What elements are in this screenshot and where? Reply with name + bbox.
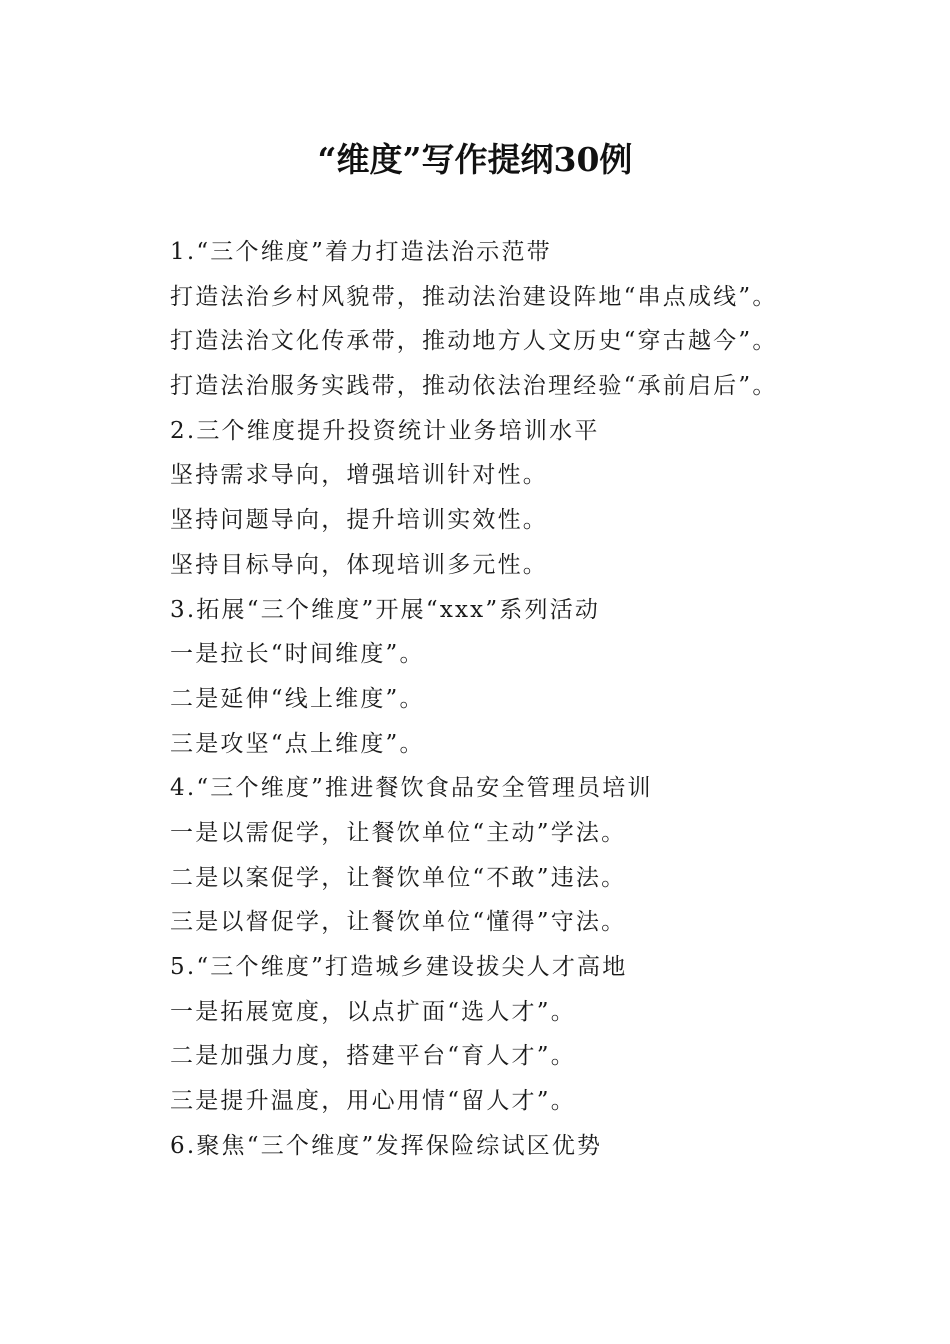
text-line: 打造法治文化传承带，推动地方人文历史“穿古越今”。 bbox=[170, 328, 778, 355]
text-line: 打造法治乡村风貌带，推动法治建设阵地“串点成线”。 bbox=[170, 283, 778, 310]
text-line: 三是攻坚“点上维度”。 bbox=[170, 730, 425, 757]
text-line: 一是拓展宽度，以点扩面“选人才”。 bbox=[170, 998, 576, 1025]
text-line: 5.“三个维度”打造城乡建设拔尖人才高地 bbox=[170, 954, 628, 980]
text-line: 打造法治服务实践带，推动依法治理经验“承前启后”。 bbox=[170, 373, 778, 400]
text-line: 1.“三个维度”着力打造法治示范带 bbox=[170, 239, 552, 265]
text-line: 二是加强力度，搭建平台“育人才”。 bbox=[170, 1043, 576, 1070]
text-line: 一是以需促学，让餐饮单位“主动”学法。 bbox=[170, 819, 627, 846]
text-line: 2.三个维度提升投资统计业务培训水平 bbox=[170, 417, 600, 444]
text-line: 坚持目标导向，体现培训多元性。 bbox=[170, 551, 548, 578]
text-line: 二是以案促学，让餐饮单位“不敢”违法。 bbox=[170, 864, 627, 891]
text-line: 4.“三个维度”推进餐饮食品安全管理员培训 bbox=[170, 775, 653, 802]
page-title: “维度”写作提纲30例 bbox=[317, 140, 633, 179]
text-line: 坚持问题导向，提升培训实效性。 bbox=[170, 507, 548, 534]
text-line: 三是以督促学，让餐饮单位“懂得”守法。 bbox=[170, 909, 627, 936]
text-line: 6.聚焦“三个维度”发挥保险综试区优势 bbox=[170, 1132, 603, 1159]
document-body bbox=[170, 230, 930, 1168]
text-line: 三是提升温度，用心用情“留人才”。 bbox=[170, 1088, 576, 1115]
text-line: 坚持需求导向，增强培训针对性。 bbox=[170, 462, 548, 489]
text-line: 二是延伸“线上维度”。 bbox=[170, 685, 425, 712]
text-line: 3.拓展“三个维度”开展“xxx”系列活动 bbox=[170, 596, 601, 623]
text-line: 一是拉长“时间维度”。 bbox=[170, 641, 425, 668]
